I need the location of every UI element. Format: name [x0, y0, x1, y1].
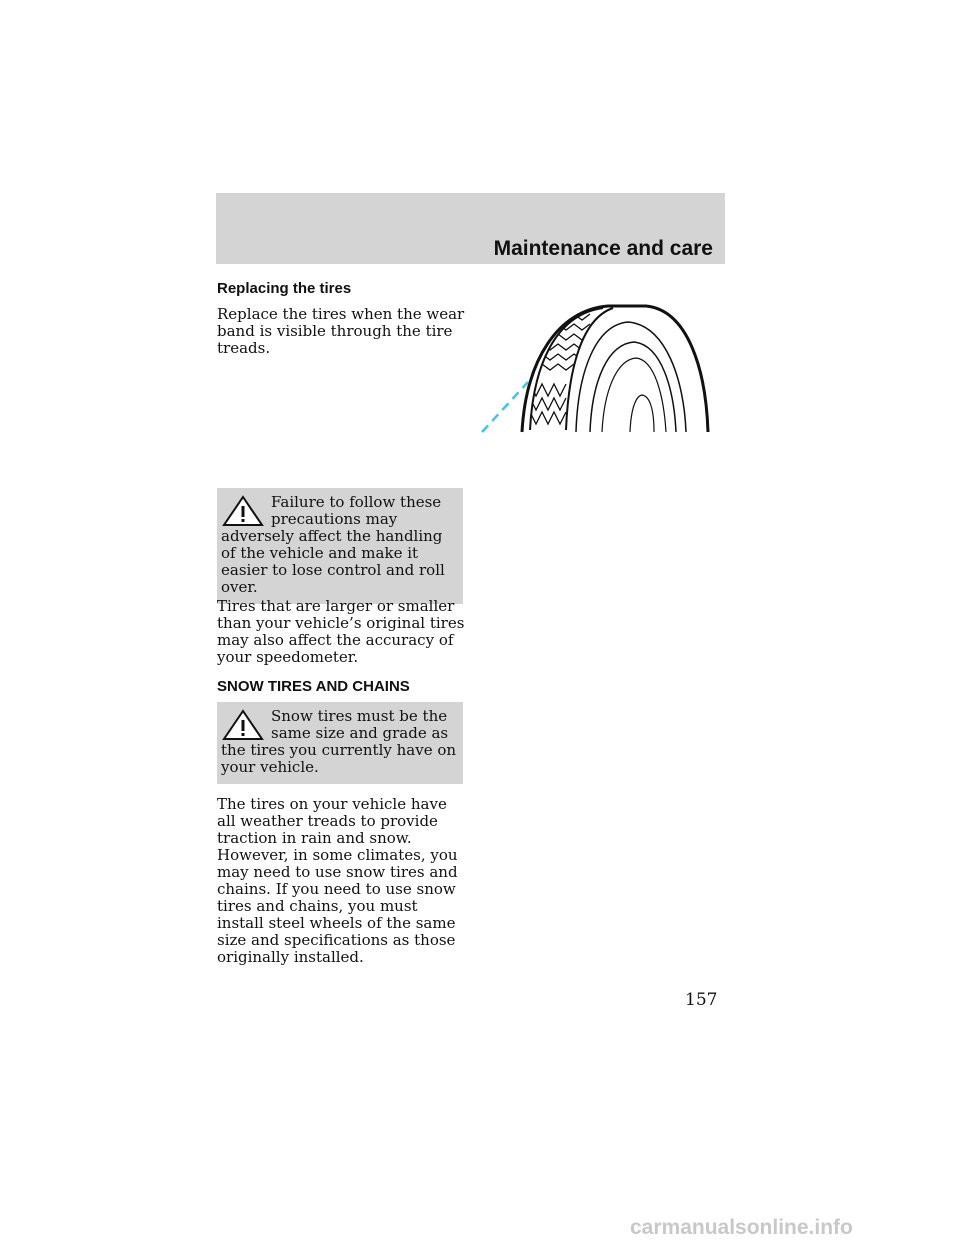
header-band — [216, 193, 725, 264]
page-number: 157 — [685, 990, 718, 1010]
warning-text-snow-tires: Snow tires must be the same size and grade as the tires you currently have on your vehicle. — [221, 707, 457, 776]
warning-box-handling — [217, 488, 463, 604]
page-title: Maintenance and care — [493, 237, 713, 260]
speedometer-note — [217, 598, 467, 666]
warning-triangle-icon — [221, 708, 265, 742]
warning-triangle-icon — [221, 494, 265, 528]
warning-box-snow-tires — [217, 702, 463, 784]
tire-wear-band-illustration — [478, 300, 718, 440]
replacing-tires-paragraph: Replace the tires when the wear band is visible through the tire treads. — [217, 305, 465, 357]
section-replacing-tires — [217, 280, 467, 357]
section-heading-replacing-tires: Replacing the tires — [217, 280, 352, 297]
snow-tires-info — [217, 796, 467, 966]
snow-tires-paragraph: The tires on your vehicle have all weather treads to provide traction in rain and snow. However, in some climates, you may need to use snow tires and chains. If you need to use snow tires and chains, you must install steel wheels of the same size and specifications as those originally installed. — [217, 795, 458, 966]
speedometer-paragraph: Tires that are larger or smaller than your vehicle’s original tires may also affect the accuracy of your speedometer. — [217, 597, 465, 666]
watermark: carmanualsonline.info — [630, 1216, 853, 1239]
warning-text-handling: Failure to follow these precautions may adversely affect the handling of the vehicle and make it easier to lose control and roll over. — [221, 493, 445, 596]
section-snow-tires — [217, 678, 467, 695]
section-heading-snow-tires: SNOW TIRES AND CHAINS — [217, 678, 410, 695]
